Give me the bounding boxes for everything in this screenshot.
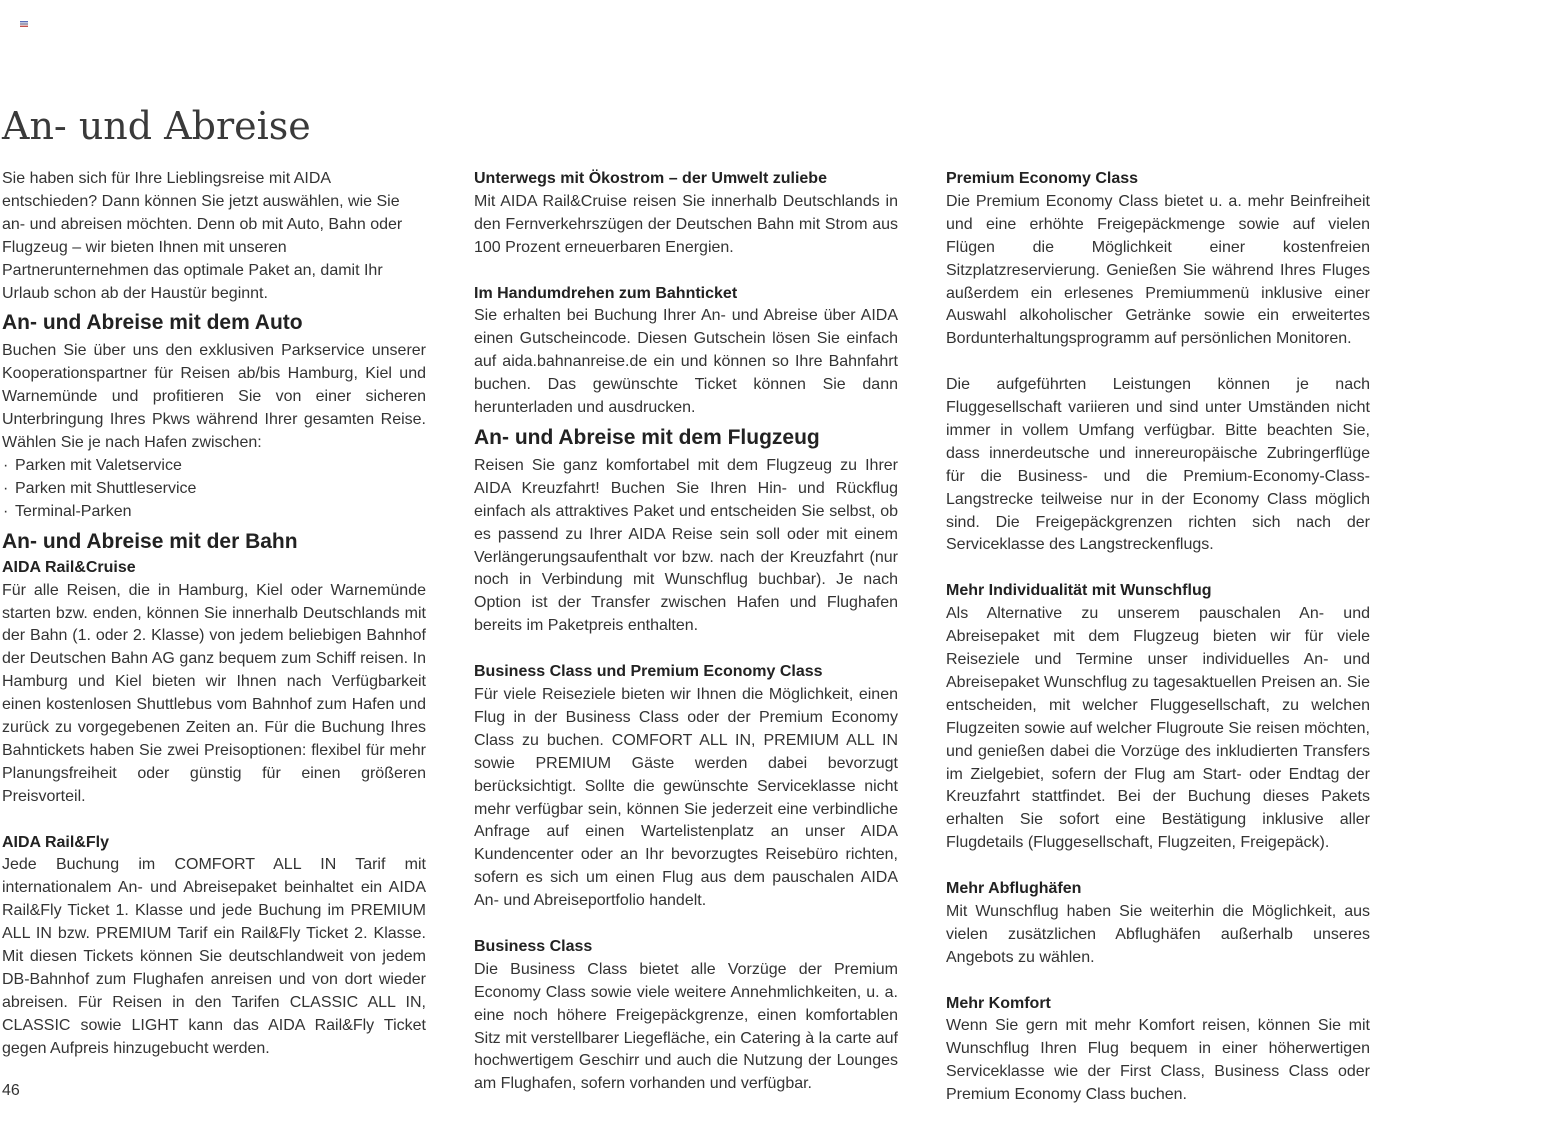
rail-fly-text: Jede Buchung im COMFORT ALL IN Tarif mit internationalem An- und Abreisepaket beinhaltet ein AIDA Rail&Fly Ticket 1. Klasse und jede Buchung im PREMIUM ALL IN bzw. PREMIUM Tarif ein Rail&Fly Ticket 2. Klasse. Mit diesen Tickets können Sie deutschlandweit von jedem DB-Bahnhof zum Flughafen anreisen und von dort wieder abreisen. Für Reisen in den Tarifen CLASSIC ALL IN, CLASSIC sowie LIGHT kann das AIDA Rail&Fly Ticket gegen Aufpreis hinzugebucht werden.	[2, 856, 426, 1057]
heading-abflughaefen: Mehr Abflughäfen	[946, 880, 1082, 898]
oekostrom-text: Mit AIDA Rail&Cruise reisen Sie innerhalb Deutschlands in den Fernverkehrszügen der Deutschen Bahn mit Strom aus 100 Prozent erneuerbaren Energien.	[474, 192, 898, 256]
bahnticket-text: Sie erhalten bei Buchung Ihrer An- und Abreise über AIDA einen Gutscheincode. Diesen Gutschein lösen Sie einfach auf aida.bahnanreise.de ein und können so Ihre Bahnfahrt buchen. Das gewünschte Ticket können Sie dann herunterladen und ausdrucken.	[474, 307, 898, 417]
hinweis-text: Die aufgeführten Leistungen können je nach Fluggesellschaft variieren und sind unter Umständen nicht immer in vollem Umfang verfügbar. Bitte beachten Sie, dass innerdeutsche und innereuropäische Zubringerflüge für die Business- und die Premium-Economy-Class-Langstrecke teilweise nur in der Economy Class möglich sind. Die Freigepäckgrenzen richten sich nach der Serviceklasse des Langstreckenflugs.	[946, 376, 1370, 554]
heading-business-premium: Business Class und Premium Economy Class	[474, 663, 823, 681]
page-number: 46	[2, 1082, 20, 1099]
wunschflug-text: Als Alternative zu unserem pauschalen An- und Abreisepaket mit dem Flugzeug bieten wir für viele Reiseziele und Termine unser individuelles An- und Abreisepaket Wunschflug zu tagesaktuellen Preisen an. Sie entscheiden, mit welcher Fluggesellschaft, zu welchen Flugzeiten sowie auf welcher Flugroute Sie reisen möchten, und genießen dabei die Vorzüge des inkludierten Transfers im Zielgebiet, sofern der Flug am Start- oder Endtag der Kreuzfahrt stattfindet. Bei der Buchung dieses Pakets erhalten Sie sofort eine Bestätigung inklusive aller Flugdetails (Fluggesellschaft, Flugzeiten, Freigepäck).	[946, 605, 1370, 852]
heading-bahn: An- und Abreise mit der Bahn	[2, 529, 298, 553]
heading-rail-cruise: AIDA Rail&Cruise	[2, 558, 136, 576]
heading-flugzeug: An- und Abreise mit dem Flugzeug	[474, 425, 820, 449]
menu-icon[interactable]	[20, 21, 28, 27]
auto-text: Buchen Sie über uns den exklusiven Parkservice unserer Kooperationspartner für Reisen ab/bis Hamburg, Kiel und Warnemünde und profitieren Sie von einer sicheren Unterbringung Ihres Pkws während Ihrer gesamten Reise. Wählen Sie je nach Hafen zwischen:	[2, 342, 426, 452]
heading-oekostrom: Unterwegs mit Ökostrom – der Umwelt zuliebe	[474, 170, 827, 187]
column-3	[946, 168, 1370, 1107]
page-title: An- und Abreise	[2, 104, 311, 148]
premium-economy-text: Die Premium Economy Class bietet u. a. mehr Beinfreiheit und eine erhöhte Freigepäckmenge sowie auf vielen Flügen die Möglichkeit einer kostenfreien Sitzplatzreservierung. Genießen Sie während Ihres Fluges außerdem ein erlesenes Premiummenü inklusive einer Auswahl alkoholischer Getränke sowie ein erweitertes Bordunterhaltungsprogramm auf persönlichen Monitoren.	[946, 192, 1370, 348]
abflughaefen-text: Mit Wunschflug haben Sie weiterhin die Möglichkeit, aus vielen zusätzlichen Abflughäfen außerhalb unseres Angebots zu wählen.	[946, 902, 1370, 966]
heading-bahnticket: Im Handumdrehen zum Bahnticket	[474, 284, 738, 302]
intro-text: Sie haben sich für Ihre Lieblingsreise mit AIDA entschieden? Dann können Sie jetzt auswählen, wie Sie an- und abreisen möchten. Denn ob mit Auto, Bahn oder Flugzeug – wir bieten Ihnen mit unseren Partnerunternehmen das optimale Paket an, damit Ihr Urlaub schon ab der Haustür beginnt.	[2, 170, 403, 302]
column-1	[2, 168, 426, 1061]
list-item: · Terminal-Parken	[3, 502, 132, 520]
heading-business-class: Business Class	[474, 937, 593, 955]
list-item: · Parken mit Shuttleservice	[3, 479, 197, 497]
rail-cruise-text: Für alle Reisen, die in Hamburg, Kiel oder Warnemünde starten bzw. enden, können Sie innerhalb Deutschlands mit der Bahn (1. oder 2. Klasse) von jedem beliebigen Bahnhof der Deutschen Bahn AG ganz bequem zum Schiff reisen. In Hamburg und Kiel bieten wir Ihnen nach Verfügbarkeit einen kostenlosen Shuttlebus vom Bahnhof zum Hafen und zurück zu vorgegebenen Zeiten an. Für die Buchung Ihres Bahntickets haben Sie zwei Preisoptionen: flexibel für mehr Planungsfreiheit oder günstig für einen größeren Preisvorteil.	[2, 581, 426, 805]
heading-komfort: Mehr Komfort	[946, 994, 1051, 1012]
column-2	[474, 168, 898, 1096]
heading-premium-economy: Premium Economy Class	[946, 170, 1139, 187]
heading-auto: An- und Abreise mit dem Auto	[2, 311, 303, 335]
parking-options-list	[2, 455, 426, 524]
komfort-text: Wenn Sie gern mit mehr Komfort reisen, können Sie mit Wunschflug Ihren Flug bequem in einer höherwertigen Serviceklasse wie der First Class, Business Class oder Premium Economy Class buchen.	[946, 1017, 1370, 1104]
business-class-text: Die Business Class bietet alle Vorzüge der Premium Economy Class sowie viele weitere Annehmlichkeiten, u. a. eine noch höhere Freigepäckgrenze, einen komfortablen Sitz mit verstellbarer Liegefläche, ein Catering à la carte auf hochwertigem Geschirr und auch die Nutzung der Lounges am Flughafen, sofern vorhanden und verfügbar.	[474, 960, 898, 1093]
heading-rail-fly: AIDA Rail&Fly	[2, 833, 109, 851]
list-item: · Parken mit Valetservice	[3, 456, 182, 474]
flugzeug-text: Reisen Sie ganz komfortabel mit dem Flugzeug zu Ihrer AIDA Kreuzfahrt! Buchen Sie Ihren Hin- und Rückflug einfach als attraktives Paket und entscheiden Sie selbst, ob es passend zu Ihrer AIDA Reise sein soll oder mit einem Verlängerungsaufenthalt vor bzw. nach der Kreuzfahrt (nur noch in Verbindung mit Wunschflug buchbar). Je nach Option ist der Transfer zwischen Hafen und Flughafen bereits im Paketpreis enthalten.	[474, 456, 898, 635]
business-premium-text: Für viele Reiseziele bieten wir Ihnen die Möglichkeit, einen Flug in der Business Class oder der Premium Economy Class zu buchen. COMFORT ALL IN, PREMIUM ALL IN sowie PREMIUM Gäste werden dabei bevorzugt berücksichtigt. Sollte die gewünschte Serviceklasse nicht mehr verfügbar sein, können Sie jederzeit eine verbindliche Anfrage auf einen Wartelistenplatz an unser AIDA Kundencenter oder an Ihr bevorzugtes Reisebüro richten, sofern es sich um einen Flug aus dem pauschalen AIDA An- und Abreiseportfolio handelt.	[474, 686, 898, 910]
heading-wunschflug: Mehr Individualität mit Wunschflug	[946, 582, 1212, 600]
